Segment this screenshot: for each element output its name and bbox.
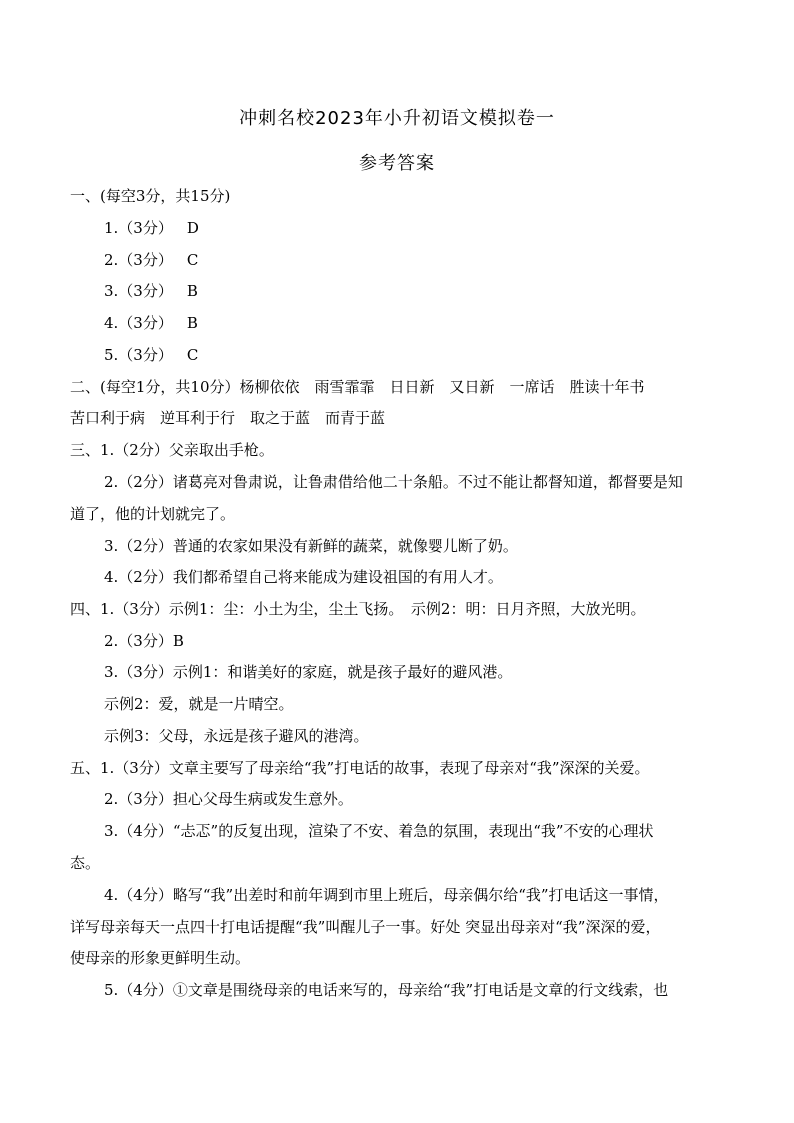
section-3-q4: 4.（2分）我们都希望自己将来能成为建设祖国的有用人才。 bbox=[104, 568, 503, 586]
section-5-q4-line-3: 使母亲的形象更鲜明生动。 bbox=[70, 949, 251, 967]
section-5-q4-line-2: 详写母亲每天一点四十打电话提醒“我”叫醒儿子一事。好处 突显出母亲对“我”深深的爱， bbox=[70, 918, 661, 936]
section-2-line-2: 苦口利于病 逆耳利于行 取之于蓝 而青于蓝 bbox=[70, 409, 386, 427]
list-item: 2.（3分） C bbox=[104, 251, 199, 269]
list-item: 5.（3分） C bbox=[104, 346, 199, 364]
section-5-q3-line-2: 态。 bbox=[70, 854, 101, 872]
section-5-q5-line-1: 5.（4分）①文章是围绕母亲的电话来写的，母亲给“我”打电话是文章的行文线索，也 bbox=[104, 981, 669, 999]
page-title: 冲刺名校2023年小升初语文模拟卷一 bbox=[239, 108, 555, 129]
section-1-header: 一、(每空3分，共15分) bbox=[70, 187, 231, 205]
page-subtitle: 参考答案 bbox=[359, 153, 435, 174]
section-3-q2-line-2: 道了，他的计划就完了。 bbox=[70, 505, 236, 523]
section-3-q3: 3.（2分）普通的农家如果没有新鲜的蔬菜，就像婴儿断了奶。 bbox=[104, 537, 518, 555]
section-4-q3-example-3: 示例3：父母，永远是孩子避风的港湾。 bbox=[104, 727, 369, 745]
section-5-q3-line-1: 3.（4分）“忐忑”的反复出现，渲染了不安、着急的氛围，表现出“我”不安的心理状 bbox=[104, 822, 654, 840]
section-3-q2-line-1: 2.（2分）诸葛亮对鲁肃说，让鲁肃借给他二十条船。不过不能让都督知道，都督要是知 bbox=[104, 473, 683, 491]
section-4-q3-example-2: 示例2：爱，就是一片晴空。 bbox=[104, 695, 294, 713]
section-5-q4-line-1: 4.（4分）略写“我”出差时和前年调到市里上班后，母亲偶尔给“我”打电话这一事情， bbox=[104, 886, 669, 904]
section-4-q1: 四、1.（3分）示例1：尘：小土为尘，尘土飞扬。 示例2：明：日月齐照，大放光明。 bbox=[70, 600, 646, 618]
list-item: 4.（3分） B bbox=[104, 314, 198, 332]
section-4-q2: 2.（3分）B bbox=[104, 632, 184, 650]
section-4-q3: 3.（3分）示例1：和谐美好的家庭，就是孩子最好的避风港。 bbox=[104, 663, 513, 681]
section-5-q2: 2.（3分）担心父母生病或发生意外。 bbox=[104, 790, 353, 808]
section-3-q1: 三、1.（2分）父亲取出手枪。 bbox=[70, 441, 274, 459]
list-item: 3.（3分） B bbox=[104, 282, 198, 300]
list-item: 1.（3分） D bbox=[104, 219, 199, 237]
section-2-line-1: 二、(每空1分，共10分）杨柳依依 雨雪霏霏 日日新 又日新 一席话 胜读十年书 bbox=[70, 378, 645, 396]
section-5-q1: 五、1.（3分）文章主要写了母亲给“我”打电话的故事，表现了母亲对“我”深深的关爱。 bbox=[70, 759, 650, 777]
